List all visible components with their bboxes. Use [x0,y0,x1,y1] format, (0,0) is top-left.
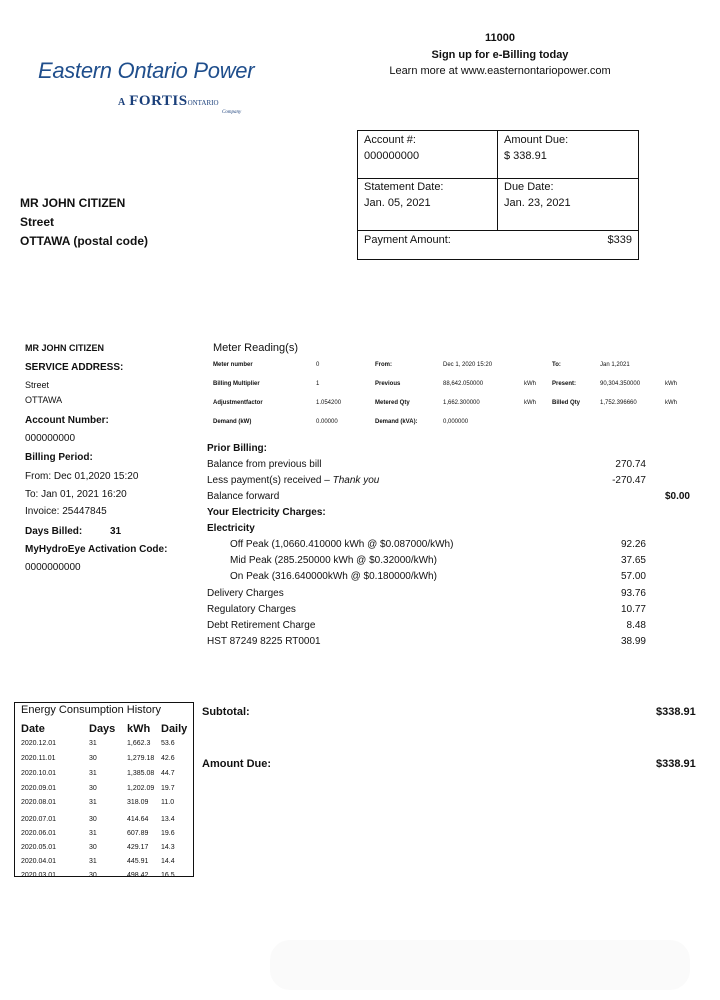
history-cell-kwh: 1,202.09 [127,785,155,792]
history-cell-daily: 14.3 [161,844,175,851]
meter-from-label: From: [375,362,392,368]
regulatory-label: Regulatory Charges [207,604,296,615]
meter-number-label: Meter number [213,362,253,368]
header-code: 11000 [485,32,515,44]
history-cell-days: 31 [89,740,97,747]
col-kwh: kWh [127,723,151,735]
history-cell-daily: 11.0 [161,799,175,806]
history-cell-date: 2020.08.01 [21,799,57,806]
less-payment-value: -270.47 [612,475,646,486]
history-cell-date: 2020.09.01 [21,785,57,792]
delivery-label: Delivery Charges [207,588,284,599]
history-cell-date: 2020.05.01 [21,844,57,851]
your-charges-label: Your Electricity Charges: [207,507,326,518]
invoice-number: Invoice: 25447845 [25,506,107,517]
present-value: 90,304.350000 [600,381,641,387]
present-label: Present: [552,381,577,387]
payment-amount-value: $339 [607,234,632,246]
prior-billing-label: Prior Billing: [207,443,267,454]
billing-period-from: From: Dec 01,2020 15:20 [25,471,139,482]
website-notice: Learn more at www.easternontariopower.com [389,65,611,77]
billing-multiplier-label: Billing Multiplier [213,381,260,387]
ebilling-signup: Sign up for e-Billing today [431,49,569,61]
energy-history-title: Energy Consumption History [21,704,162,716]
company-logo-name: Eastern Ontario Power [38,58,255,83]
billed-qty-label: Billed Qty [552,400,581,406]
history-cell-date: 2020.07.01 [21,816,57,823]
history-row [15,858,193,870]
history-cell-days: 31 [89,858,97,865]
payment-summary-box [357,130,639,260]
history-cell-days: 30 [89,785,97,792]
demand-kva-label: Demand (kVA): [375,419,418,425]
previous-unit: kWh [524,381,536,387]
meter-to-value: Jan 1,2021 [600,362,630,368]
history-cell-date: 2020.03.01 [21,872,57,879]
balance-forward-label: Balance forward [207,491,280,502]
history-cell-kwh: 1,279.18 [127,755,155,762]
days-billed-value: 31 [110,526,122,537]
demand-kw-label: Demand (kW) [213,419,252,425]
mid-peak-value: 37.65 [620,555,646,566]
previous-value: 88,642.050000 [443,381,484,387]
history-cell-date: 2020.10.01 [21,770,57,777]
mailing-city: OTTAWA (postal code) [20,234,148,248]
history-cell-kwh: 1,385.08 [127,770,155,777]
history-cell-daily: 44.7 [161,770,175,777]
hst-label: HST 87249 8225 RT0001 [207,636,321,647]
history-cell-days: 30 [89,844,97,851]
delivery-value: 93.76 [620,588,646,599]
mailing-name: MR JOHN CITIZEN [20,196,126,210]
col-daily: Daily [161,723,188,735]
amount-due-value: $ 338.91 [504,150,547,162]
electricity-label: Electricity [207,523,255,534]
history-cell-kwh: 318.09 [127,799,149,806]
off-peak-value: 92.26 [620,539,646,550]
history-cell-days: 30 [89,816,97,823]
less-payment-text: Less payment(s) received – [207,475,330,486]
history-cell-days: 31 [89,770,97,777]
activation-code-value: 0000000000 [25,562,81,573]
history-cell-days: 30 [89,872,97,879]
faded-watermark [270,940,690,990]
history-cell-daily: 19.6 [161,830,175,837]
history-cell-date: 2020.04.01 [21,858,57,865]
mailing-street: Street [20,215,55,229]
history-cell-daily: 42.6 [161,755,175,762]
on-peak-label: On Peak (316.640000kWh @ $0.180000/kWh) [230,571,437,582]
on-peak-value: 57.00 [620,571,646,582]
billing-period-label: Billing Period: [25,452,93,463]
debt-retirement-label: Debt Retirement Charge [207,620,316,631]
billed-qty-value: 1,752.396660 [600,400,637,406]
subtotal-value: $338.91 [656,706,696,718]
service-street: Street [25,380,50,390]
balance-previous-label: Balance from previous bill [207,459,322,470]
history-cell-daily: 13.4 [161,816,175,823]
metered-qty-unit: kWh [524,400,536,406]
metered-qty-label: Metered Qty [375,400,410,406]
fortis-logo-ontario: ONTARIO [187,99,219,107]
activation-code-label: MyHydroEye Activation Code: [25,544,168,555]
debt-retirement-value: 8.48 [626,620,646,631]
amount-due-label: Amount Due: [504,134,569,146]
history-cell-days: 30 [89,755,97,762]
account-value: 000000000 [364,150,420,162]
account-label: Account #: [364,134,416,146]
mid-peak-label: Mid Peak (285.250000 kWh @ $0.32000/kWh) [230,555,437,566]
history-cell-kwh: 445.91 [127,858,149,865]
subtotal-label: Subtotal: [202,706,250,718]
history-row [15,830,193,842]
history-cell-kwh: 429.17 [127,844,149,851]
adjustment-factor-label: Adjustmentfactor [213,400,263,406]
meter-number-value: 0 [316,362,320,368]
metered-qty-value: 1,662.300000 [443,400,480,406]
amount-due-total-value: $338.91 [656,758,696,770]
previous-label: Previous [375,381,401,387]
balance-previous-value: 270.74 [615,459,646,470]
col-date: Date [21,723,45,735]
history-cell-days: 31 [89,830,97,837]
history-row [15,740,193,752]
history-row [15,785,193,797]
col-days: Days [89,723,116,735]
service-city: OTTAWA [25,395,63,405]
fortis-logo [118,92,219,110]
less-payment-label [207,475,379,486]
energy-history-table [14,702,194,877]
adjustment-factor-value: 1.054200 [316,400,342,406]
fortis-logo-word: FORTIS [129,93,188,109]
regulatory-value: 10.77 [620,604,646,615]
due-date-label: Due Date: [504,181,554,193]
days-billed-label: Days Billed: [25,526,83,537]
billed-qty-unit: kWh [665,400,677,406]
billing-period-to: To: Jan 01, 2021 16:20 [25,489,127,500]
fortis-logo-company: Company [222,110,242,115]
demand-kva-value: 0,000000 [443,419,469,425]
history-row [15,816,193,828]
history-cell-daily: 14.4 [161,858,175,865]
amount-due-total-label: Amount Due: [202,758,272,770]
history-cell-kwh: 498.42 [127,872,149,879]
history-row [15,770,193,782]
payment-amount-label: Payment Amount: [364,234,451,246]
customer-name: MR JOHN CITIZEN [25,343,105,353]
history-row [15,755,193,767]
history-cell-daily: 16.5 [161,872,175,879]
off-peak-label: Off Peak (1,0660.410000 kWh @ $0.087000/kWh) [230,539,454,550]
account-number-label: Account Number: [25,415,109,426]
meter-from-value: Dec 1, 2020 15:20 [443,362,493,368]
history-cell-days: 31 [89,799,97,806]
fortis-logo-a: A [118,97,126,108]
history-row [15,844,193,856]
history-cell-date: 2020.06.01 [21,830,57,837]
history-cell-kwh: 607.89 [127,830,149,837]
history-cell-date: 2020.12.01 [21,740,57,747]
history-cell-daily: 19.7 [161,785,175,792]
present-unit: kWh [665,381,677,387]
history-cell-kwh: 414.64 [127,816,149,823]
history-row [15,872,193,884]
due-date-value: Jan. 23, 2021 [504,197,571,209]
history-cell-date: 2020.11.01 [21,755,56,762]
account-number-value: 000000000 [25,433,76,444]
history-cell-daily: 53.6 [161,740,175,747]
thank-you-text: Thank you [332,475,380,486]
statement-date-label: Statement Date: [364,181,444,193]
balance-forward-value: $0.00 [664,491,690,502]
meter-readings-title: Meter Reading(s) [213,342,298,354]
history-cell-kwh: 1,662.3 [127,740,151,747]
demand-kw-value: 0.00000 [316,419,338,425]
billing-multiplier-value: 1 [316,381,320,387]
history-row [15,799,193,811]
statement-date-value: Jan. 05, 2021 [364,197,431,209]
service-address-label: SERVICE ADDRESS: [25,362,124,373]
meter-to-label: To: [552,362,561,368]
hst-value: 38.99 [620,636,646,647]
